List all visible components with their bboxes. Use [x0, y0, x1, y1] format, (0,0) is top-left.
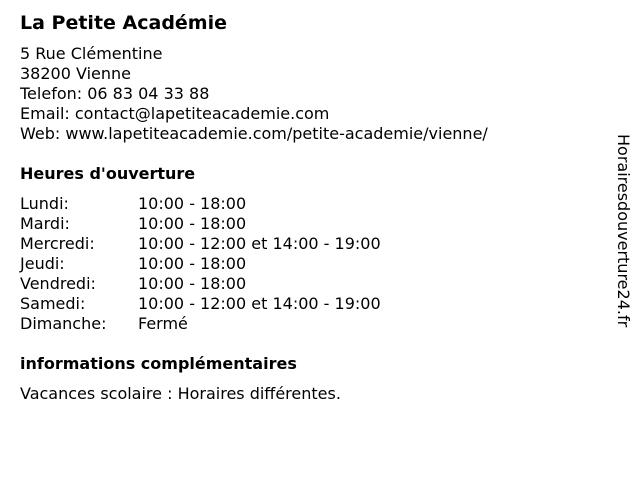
hours-row-thursday: [20, 254, 381, 274]
business-name: La Petite Académie: [20, 12, 228, 34]
hours-row-sunday: [20, 314, 381, 334]
city-line: 38200 Vienne: [20, 64, 131, 83]
day-label: Jeudi:: [20, 254, 65, 273]
street-address: 5 Rue Clémentine: [20, 44, 163, 63]
info-text: Vacances scolaire : Horaires différentes.: [20, 384, 341, 403]
time-value: Fermé: [138, 314, 188, 333]
watermark-text: Horairesdouverture24.fr: [614, 134, 633, 328]
email-line: Email: contact@lapetiteacademie.com: [20, 104, 330, 123]
hours-row-saturday: [20, 294, 381, 314]
day-label: Lundi:: [20, 194, 69, 213]
time-value: 10:00 - 12:00 et 14:00 - 19:00: [138, 234, 381, 253]
hours-row-tuesday: [20, 214, 381, 234]
time-value: 10:00 - 18:00: [138, 274, 247, 293]
day-label: Vendredi:: [20, 274, 96, 293]
phone-line: Telefon: 06 83 04 33 88: [20, 84, 210, 103]
hours-row-wednesday: [20, 234, 381, 254]
hours-heading: Heures d'ouverture: [20, 164, 196, 183]
time-value: 10:00 - 18:00: [138, 214, 247, 233]
hours-row-monday: [20, 194, 381, 214]
day-label: Dimanche:: [20, 314, 107, 333]
contact-block: [20, 44, 488, 144]
day-label: Mardi:: [20, 214, 70, 233]
info-heading: informations complémentaires: [20, 354, 297, 373]
day-label: Mercredi:: [20, 234, 95, 253]
time-value: 10:00 - 18:00: [138, 194, 247, 213]
web-line: Web: www.lapetiteacademie.com/petite-academie/vienne/: [20, 124, 488, 143]
hours-table: [20, 194, 381, 334]
hours-row-friday: [20, 274, 381, 294]
time-value: 10:00 - 12:00 et 14:00 - 19:00: [138, 294, 381, 313]
watermark: [612, 134, 634, 374]
time-value: 10:00 - 18:00: [138, 254, 247, 273]
day-label: Samedi:: [20, 294, 86, 313]
